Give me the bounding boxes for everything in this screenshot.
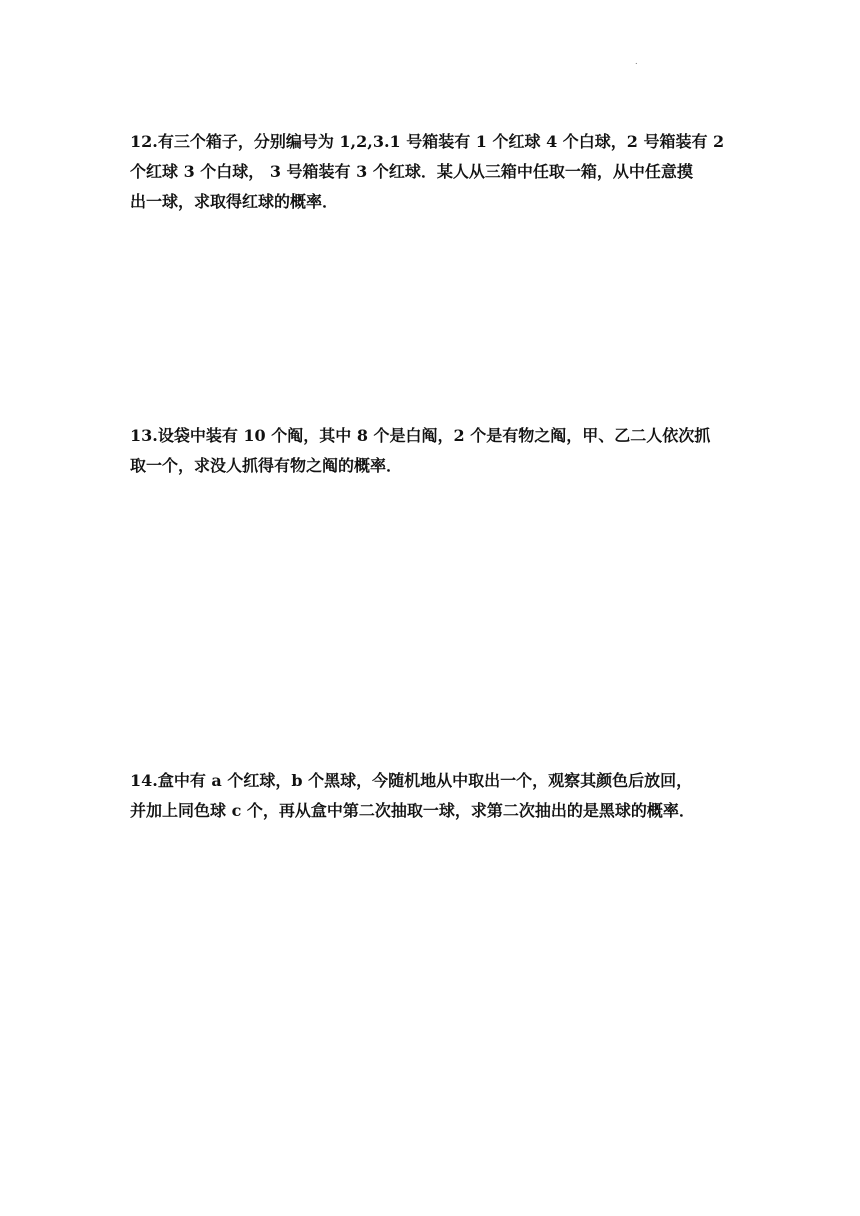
problem-14-line-2: 并加上同色球 c 个，再从盒中第二次抽取一球，求第二次抽出的是黑球的概率． [130, 801, 695, 820]
problem-12 [130, 127, 732, 217]
problem-12-line-1: 12.有三个箱子，分别编号为 1,2,3.1 号箱装有 1 个红球 4 个白球，2 号箱装有 2 [130, 132, 725, 151]
problem-13-line-2: 取一个，求没人抓得有物之阄的概率． [130, 456, 403, 475]
problem-14-line-1: 14.盒中有 a 个红球，b 个黑球，今随机地从中取出一个，观察其颜色后放回， [130, 771, 693, 790]
problem-13 [130, 421, 732, 481]
problem-14 [130, 766, 732, 826]
problem-12-line-2: 个红球 3 个白球， 3 号箱装有 3 个红球．某人从三箱中任取一箱，从中任意摸 [130, 162, 693, 181]
corner-mark: . [635, 57, 638, 66]
problem-13-line-1: 13.设袋中装有 10 个阄，其中 8 个是白阄，2 个是有物之阄，甲、乙二人依次抓 [130, 426, 711, 445]
problem-12-line-3: 出一球，求取得红球的概率． [130, 192, 339, 211]
